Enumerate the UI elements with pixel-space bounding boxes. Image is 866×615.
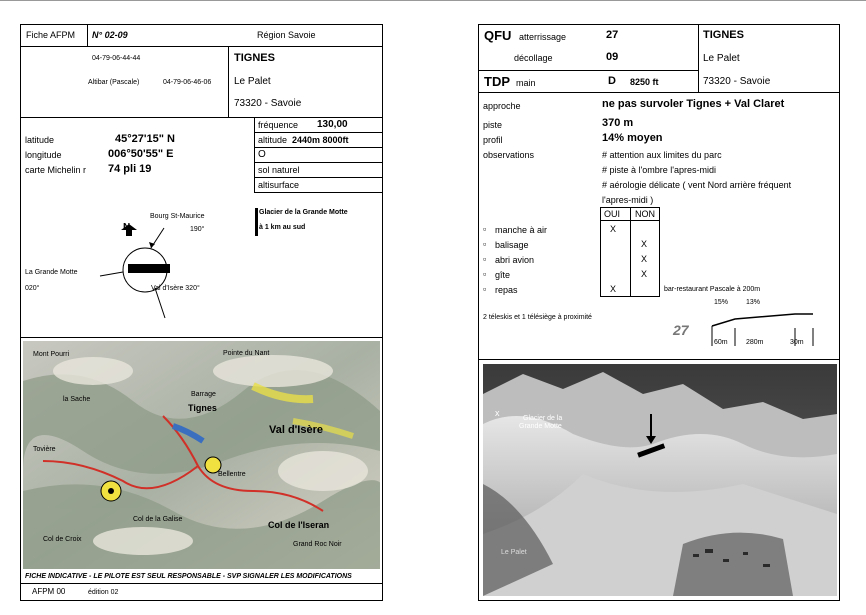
profil-value: 14% moyen [602,132,663,144]
profile-qfu: 27 [673,322,689,338]
observation-3: # aérologie délicate ( vent Nord arrière fréquent [602,180,792,190]
decollage-value: 09 [606,51,619,63]
site-name: TIGNES [234,52,275,64]
latitude-label: latitude [25,135,55,145]
divider [87,24,88,46]
divider [254,192,383,193]
divider [20,117,383,118]
svg-text:Grand Roc Noir: Grand Roc Noir [293,541,342,548]
facility-non: X [641,254,648,264]
site-name-right: TIGNES [703,29,744,41]
site-postal: 73320 - Savoie [234,98,302,109]
north-label: N [123,222,131,233]
svg-text:Col de la Galise: Col de la Galise [133,516,183,523]
facility-non: X [641,269,648,279]
tdp-label: TDP [484,74,510,89]
longitude-value: 006°50'55" E [108,148,174,160]
svg-text:Col de Croix: Col de Croix [43,536,82,543]
divider [600,220,660,221]
altitude-label: altitude [258,135,288,145]
facility-label: manche à air [495,225,548,235]
observation-1: # attention aux limites du parc [602,150,722,160]
tdp-d: D [608,75,616,87]
divider [478,359,840,360]
bourg-label: Bourg St-Maurice [150,213,205,220]
divider [478,92,840,93]
divider [20,46,383,47]
divider [254,177,383,178]
divider [20,337,383,338]
divider [478,70,698,71]
observation-2: # piste à l'ombre l'apres-midi [602,165,716,175]
oui-header: OUI [604,209,621,219]
altitude-value: 2440m 8000ft [292,135,349,145]
site-photo [483,364,837,596]
tdp-main-label: main [516,78,536,88]
fiche-label: Fiche AFPM [26,30,76,40]
footer-code: AFPM 00 [32,587,66,596]
svg-text:Tovière: Tovière [33,446,56,453]
glacier-line-1: Glacier de la Grande Motte [259,209,348,216]
facility-label: repas [495,285,518,295]
divider [254,162,383,163]
divider [254,147,383,148]
divider [254,117,255,192]
road-map [23,341,380,569]
approche-label: approche [483,101,521,111]
divider [228,46,229,117]
facility-bullet: ▫ [483,224,487,234]
facility-label: abri avion [495,255,535,265]
val-isere-direction [155,288,165,318]
grande-motte-label: La Grande Motte [25,269,78,276]
map-label-barrage: Barrage [191,391,216,398]
decollage-label: décollage [514,53,553,63]
facility-bullet: ▫ [483,269,487,279]
qfu-value: 27 [606,29,619,41]
divider [698,24,699,92]
tdp-value: 8250 ft [630,77,659,87]
piste-label: piste [483,120,503,130]
qfu-label: QFU [484,28,512,43]
map-label-val-isere: Val d'Isère [269,424,323,436]
svg-text:x: x [495,408,500,418]
glacier-marker [255,208,258,236]
photo-label-1: Glacier de la [523,415,563,422]
profile-seg-3: 30m [790,339,804,346]
facility-label: gîte [495,270,511,280]
svg-text:Mont Pourri: Mont Pourri [33,351,70,358]
profile-seg-1: 60m [714,339,728,346]
grande-motte-direction [100,272,123,276]
svg-text:la Sache: la Sache [63,396,91,403]
map-label-col-iseran: Col de l'Iseran [268,520,330,530]
divider [20,583,383,584]
sol-type: sol naturel [258,165,300,175]
restaurant-note: bar-restaurant Pascale à 200m [664,286,761,293]
phone-2: 04-79-06-46-06 [163,79,212,86]
photo-label-3: Le Palet [501,549,527,556]
map-label-bellentre: Bellentre [218,471,246,478]
footer-edition: édition 02 [88,589,119,596]
site-type: altisurface [258,180,300,190]
orientation-o: O [258,149,266,160]
facility-non: X [641,239,648,249]
site-postal-right: 73320 - Savoie [703,76,771,87]
frequence-value: 130,00 [317,119,348,130]
non-header: NON [635,209,655,219]
facility-bullet: ▫ [483,284,487,294]
facility-bullet: ▫ [483,239,487,249]
facility-label: balisage [495,240,529,250]
observation-4: l'apres-midi ) [602,195,654,205]
grande-motte-deg: 020° [25,285,40,292]
teleskis-note: 2 téleskis et 1 télésiège à proximité [483,314,592,321]
altibar-label: Altibar (Pascale) [88,79,140,86]
region-label: Région Savoie [257,30,316,40]
svg-text:Pointe du Nant: Pointe du Nant [223,350,270,357]
fiche-number: N° 02-09 [92,30,128,40]
map-label-tignes: Tignes [188,403,217,413]
facility-bullet: ▫ [483,254,487,264]
glacier-line-2: à 1 km au sud [259,224,306,231]
piste-value: 370 m [602,117,634,129]
bourg-deg: 190° [190,226,205,233]
profile-pct-2: 13% [746,299,761,306]
val-isere-label: Val d'Isère 320° [151,285,200,292]
approche-value: ne pas survoler Tignes + Val Claret [602,98,785,110]
observations-label: observations [483,150,535,160]
runway-symbol [128,264,170,273]
site-place-right: Le Palet [703,53,740,64]
disclaimer: FICHE INDICATIVE - LE PILOTE EST SEUL RESPONSABLE - SVP SIGNALER LES MODIFICATIONS [25,573,352,580]
longitude-label: longitude [25,150,62,160]
facility-oui: X [610,224,617,234]
atterrissage-label: atterrissage [519,32,567,42]
latitude-value: 45°27'15" N [115,133,175,145]
frequence-label: fréquence [258,120,299,130]
top-rule [0,0,866,1]
profile-pct-1: 15% [714,299,729,306]
photo-label-2: Grande Motte [519,423,562,430]
profile-seg-2: 280m [746,339,764,346]
profil-label: profil [483,135,503,145]
site-place: Le Palet [234,76,271,87]
michelin-value: 74 pli 19 [108,163,152,175]
phone-1: 04-79-06-44-44 [92,55,141,62]
facility-oui: X [610,284,617,294]
divider [254,132,383,133]
michelin-label: carte Michelin r [25,165,87,175]
